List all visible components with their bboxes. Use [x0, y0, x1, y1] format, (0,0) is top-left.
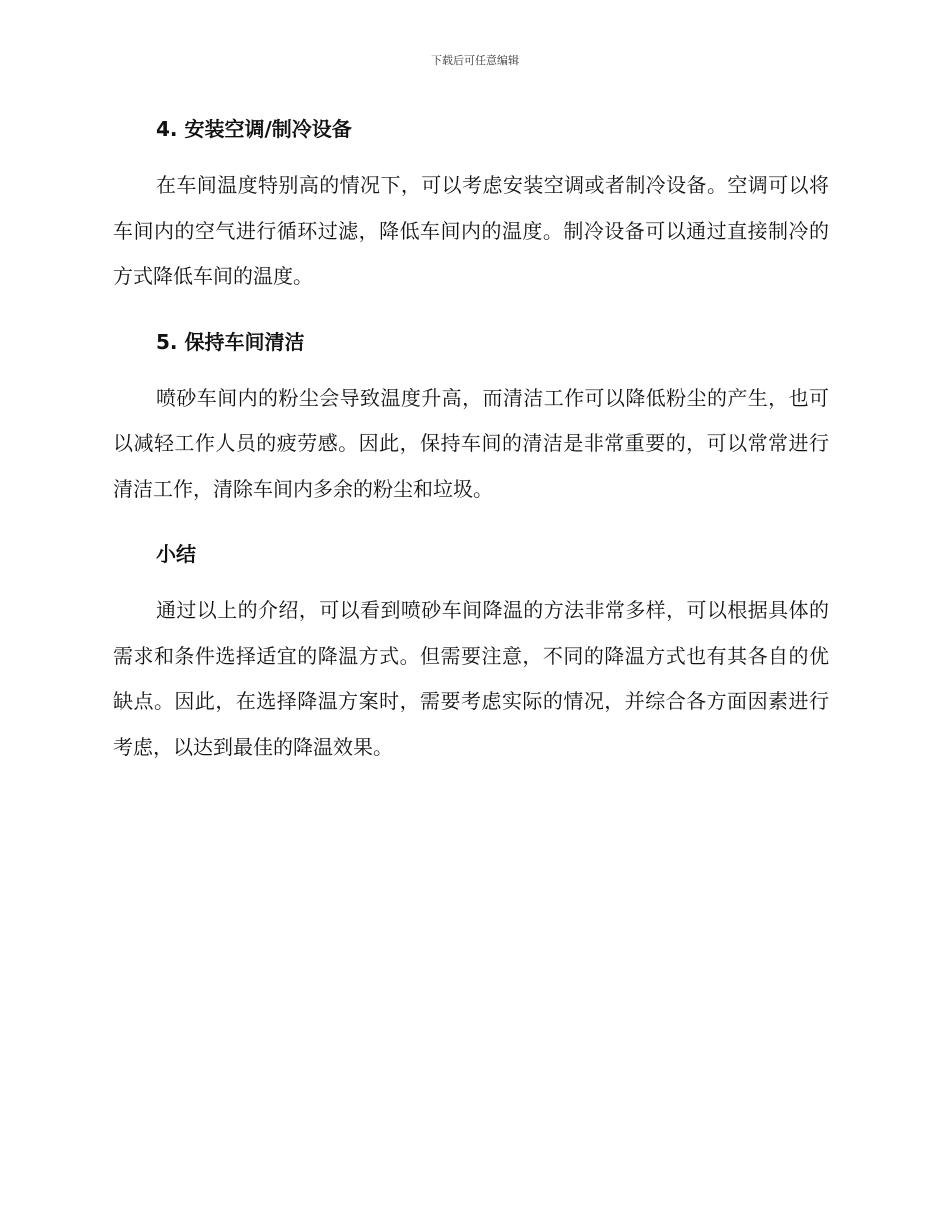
- section-heading: 4. 安装空调/制冷设备: [156, 117, 352, 141]
- section-paragraph: 在车间温度特别高的情况下，可以考虑安装空调或者制冷设备。空调可以将车间内的空气进行循环过滤，降低车间内的温度。制冷设备可以通过直接制冷的方式降低车间的温度。: [113, 173, 829, 288]
- page-header: 下载后可任意编辑: [431, 54, 519, 67]
- section-paragraph: 通过以上的介绍，可以看到喷砂车间降温的方法非常多样，可以根据具体的需求和条件选择适宜的降温方式。但需要注意，不同的降温方式也有其各自的优缺点。因此，在选择降温方案时，需要考虑实际的情况，并综合各方面因素进行考虑，以达到最佳的降温效果。: [113, 598, 829, 759]
- document-body: [113, 112, 829, 770]
- section-summary: [113, 537, 829, 770]
- section-heading: 5. 保持车间清洁: [156, 329, 305, 354]
- section-heading: 小结: [156, 542, 196, 566]
- section-air-conditioning: [113, 112, 829, 325]
- section-workshop-cleaning: [113, 325, 829, 538]
- section-paragraph: 喷砂车间内的粉尘会导致温度升高，而清洁工作可以降低粉尘的产生，也可以减轻工作人员的疲劳感。因此，保持车间的清洁是非常重要的，可以常常进行清洁工作，清除车间内多余的粉尘和垃圾。: [113, 385, 829, 501]
